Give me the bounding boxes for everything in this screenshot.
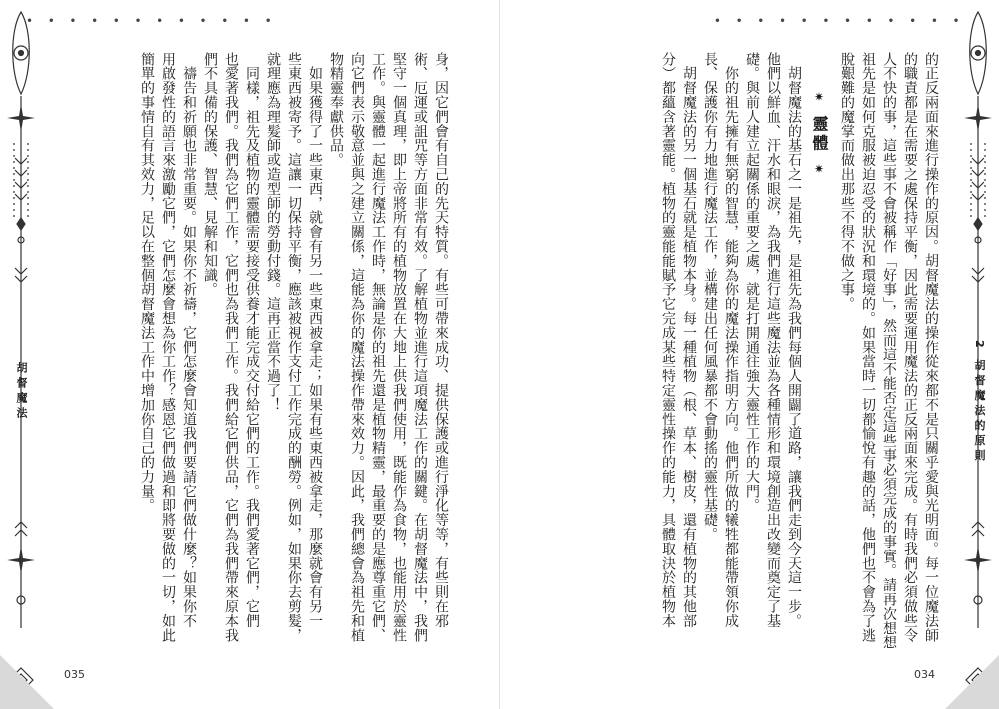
- body-text: [657, 52, 941, 652]
- sparkle-icon: [7, 546, 35, 574]
- running-head: 2 胡督魔法的原則: [973, 340, 986, 465]
- text-line: 的正反兩面來進行操作的原因。胡督魔法的操作從來都不是只關乎愛與光明面。每一位魔法師: [923, 52, 939, 643]
- section-heading: [808, 90, 830, 652]
- text-line: 的職責都是在需要之處保持平衡，因此需要運用魔法的正反兩面來完成。有時我們必須做些令: [902, 52, 918, 643]
- sparkle-icon: [7, 104, 35, 132]
- text-line: 他們以鮮血、汗水和眼淚，為我們進行這些魔法並為各種情形和環境創造出改變而奠定了基: [765, 52, 781, 628]
- text-line: 祖先是如何克服被迫忍受的狀況和環境的。如果當時一切都愉悅有趣的話，他們也不會為了逃: [860, 52, 876, 643]
- text-line: 胡督魔法的另一個基石就是植物本身。每一種植物（根、草本、樹皮，還有植物的其他部: [681, 52, 697, 628]
- text-line: 用啟發性的語言來激勵它們，它們怎麼會想為你工作？感恩它們做過和即將要做的一切，如此: [160, 52, 176, 643]
- text-line: 術、厄運或詛咒等方面非常有效。了解植物並進行這項魔法工作的關鍵。在胡督魔法中，我們: [412, 52, 428, 643]
- text-line: 物精靈奉獻供品。: [328, 52, 344, 168]
- text-line: 人不快的事，這些事不會被稱作「好事」，然而這不能否定這些事必須完成的事實。請再次想想: [881, 52, 897, 650]
- corner-decoration: [945, 655, 999, 709]
- corner-decoration: [0, 655, 54, 709]
- text-line: 向它們表示敬意並與之建立關係，這能為你的魔法操作帶來效力。因此，我們總會為祖先和植: [349, 52, 365, 643]
- page-number: 034: [914, 668, 935, 681]
- left-page: [0, 0, 499, 709]
- star-icon: ✷: [812, 162, 826, 180]
- text-line: 們不具備的保護、智慧、見解和知識。: [202, 52, 218, 297]
- text-line: 也愛著我們。我們為它們工作，它們也為我們工作。我們給它們供品，它們為我們帶來原本我: [223, 52, 239, 643]
- text-line: 礎。與前人建立起關係的重要之處，就是打開通往強大靈性工作的大門。: [744, 52, 760, 513]
- margin-ornament: [6, 8, 36, 709]
- text-line: 堅守一個真理，即上帝將所有的植物放置在大地上供我們使用，既能作為食物，也能用於靈性: [391, 52, 407, 643]
- text-line: 脫艱難的魔掌而做出那些不得不做之事。: [839, 52, 855, 312]
- text-line: 工作。與靈體一起進行魔法工作時，無論是你的祖先還是植物精靈，最重要的是應尊重它們、: [370, 52, 386, 643]
- sparkle-icon: [964, 104, 992, 132]
- section-heading-text: 靈體: [810, 115, 829, 154]
- dot-ornament: • • • • • • • • • • • •: [26, 14, 278, 28]
- star-icon: ✷: [812, 90, 826, 107]
- right-page: [500, 0, 999, 709]
- dot-ornament: • • • • • • • • • • • •: [713, 14, 965, 28]
- text-line: 分）都蘊含著靈能。植物的靈能能賦予它完成某些特定靈性操作的能力，具體取決於植物本: [660, 52, 676, 628]
- text-line: 你的祖先擁有無窮的智慧，能夠為你的魔法操作指明方向。他們所做的犧牲都能帶領你成: [723, 52, 739, 628]
- text-line: 同樣，祖先及植物的靈體需要接受供養才能完成交付給它們的工作。我們愛著它們，它們: [244, 52, 260, 628]
- diamond-icon: [17, 218, 25, 230]
- body-text: [136, 52, 451, 652]
- text-line: 簡單的事情自有其效力，足以在整個胡督魔法工作中增加你自己的力量。: [139, 52, 155, 513]
- text-line: 禱告和祈願也非常重要。如果你不祈禱，它們怎麼會知道我們要請它們做什麼？如果你不: [181, 52, 197, 628]
- diamond-icon: [974, 218, 982, 230]
- text-line: 身，因它們會有自己的先天特質。有些可帶來成功、提供保護或進行淨化等等，有些則在邪: [433, 52, 449, 628]
- page-number: 035: [64, 668, 85, 681]
- text-line: 就理應為理髮師或造型師的勞動付錢。這再正當不過了！: [265, 52, 281, 412]
- text-line: 胡督魔法的基石之一是祖先，是祖先為我們每個人開闢了道路，讓我們走到今天這一步。: [786, 52, 802, 628]
- text-line: 如果獲得了一些東西，就會有另一些東西被拿走；如果有些東西被拿走，那麼就會有另一: [307, 52, 323, 628]
- running-head: 胡督魔法: [15, 362, 28, 422]
- text-line: 長、保護你有力地進行魔法工作，並構建出任何風暴都不會動搖的靈性基礎。: [702, 52, 718, 542]
- text-line: 些東西被寄予。這讓一切保持平衡，應該被視作支付工作完成的酬勞。例如，如果你去剪髮，: [286, 52, 302, 643]
- sparkle-icon: [964, 546, 992, 574]
